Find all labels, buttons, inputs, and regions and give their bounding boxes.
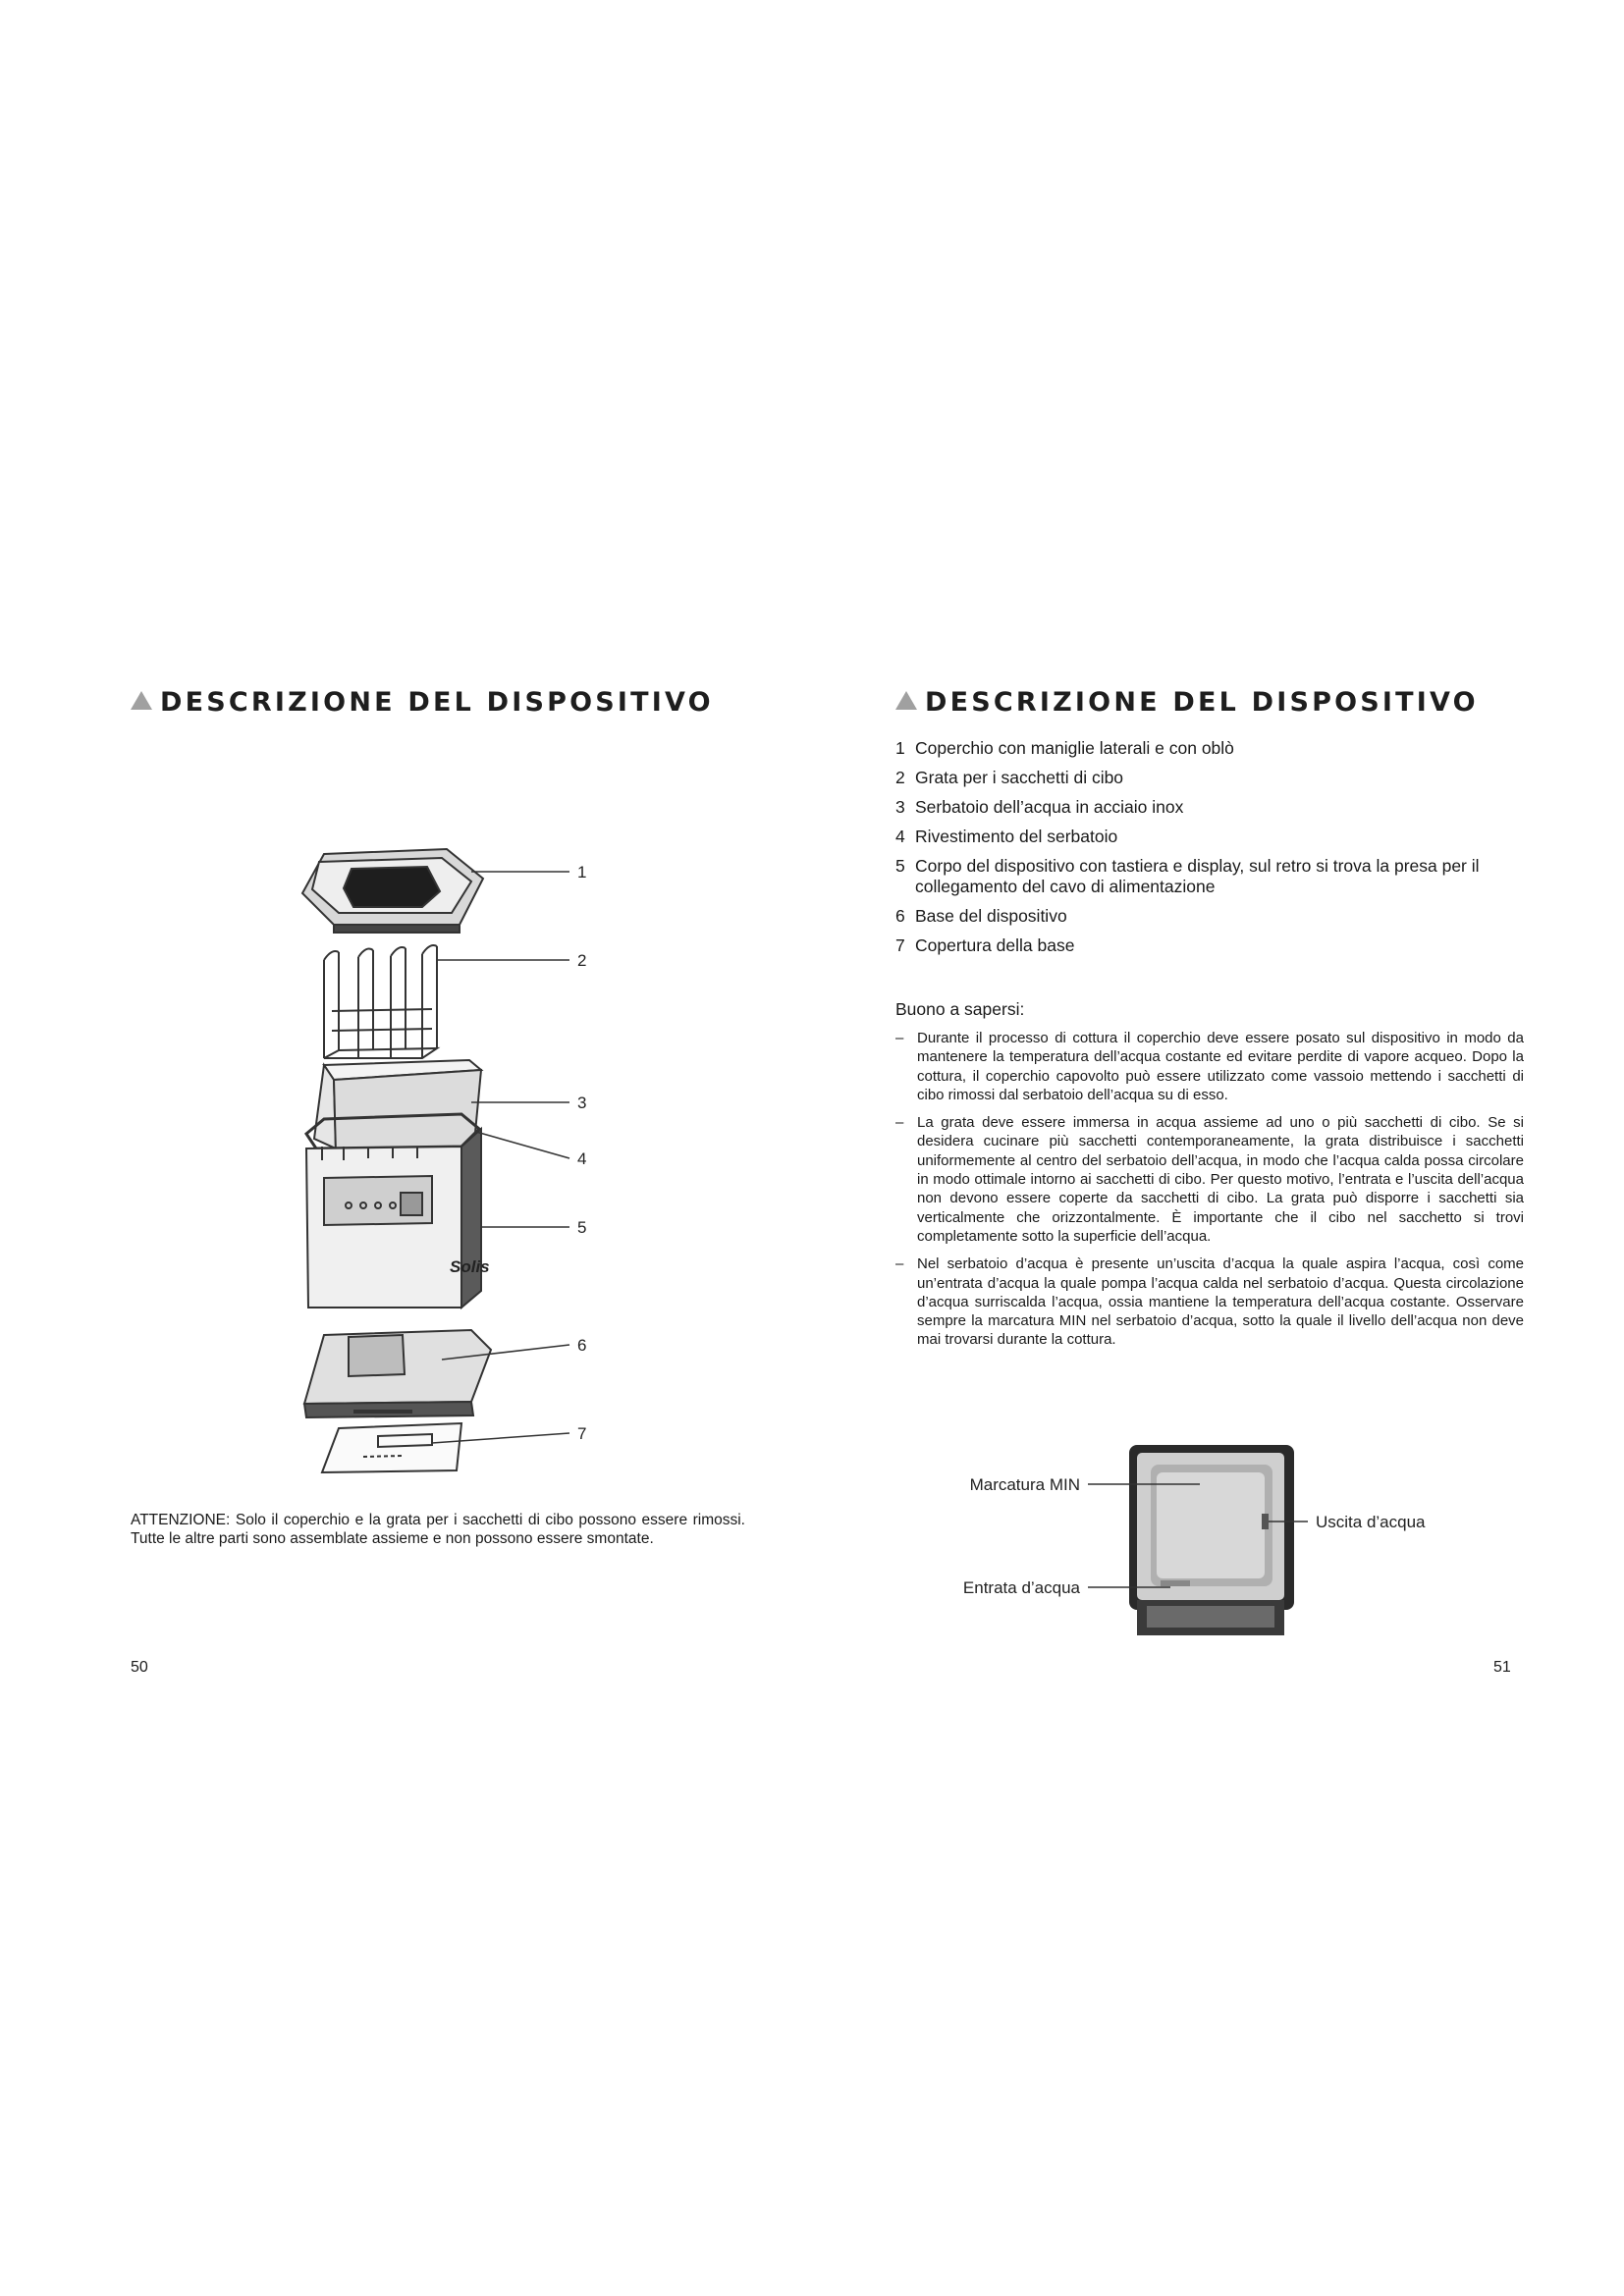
callout-4: 4: [577, 1149, 587, 1168]
warning-paragraph: [131, 1512, 745, 1548]
base-cover-illustration: [322, 1423, 461, 1472]
callout-2: 2: [577, 951, 587, 970]
list-item: – Durante il processo di cottura il coperchio deve essere posato sul dispositivo in modo da mantenere la temperatura dell’acqua costante ed evitare perdite di vapore acqueo. Dopo la cottura, il coperchio capovolto può essere utilizzato come vassoio mettendo i sacchetti di cibo rimossi dal serbatoio dell’acqua su di esso.: [895, 1030, 1524, 1103]
callout-6: 6: [577, 1336, 587, 1355]
callout-3: 3: [577, 1094, 587, 1112]
triangle-icon: [131, 691, 152, 710]
water-tank-diagram: [943, 1433, 1453, 1649]
lid-illustration: [302, 849, 483, 933]
list-item: – La grata deve essere immersa in acqua assieme ad uno o più sacchetti di cibo. Se si desidera cucinare più sacchetti contemporaneamente, la grata distribuisce i sacchetti uniformemente al centro del serbatoio dell’acqua, in modo che l’acqua calda possa circolare in modo ottimale intorno ai sacchetti di cibo. Per questo motivo, l’entrata e l’uscita dell’acqua non devono essere coperte da sacchetti di cibo. La grata può disporre i sacchetti sia verticalmente che orizzontalmente. È importante che il cibo nel sacchetto si trovi completamente sotto la superficie dell’acqua.: [895, 1114, 1524, 1245]
page-number-right: 51: [1493, 1659, 1511, 1676]
list-item: 4 Rivestimento del serbatoio: [895, 827, 1118, 846]
label-water-inlet: Entrata d’acqua: [962, 1578, 1080, 1597]
triangle-icon: [895, 691, 917, 710]
list-item: 3 Serbatoio dell’acqua in acciaio inox: [895, 797, 1184, 817]
callout-5: 5: [577, 1218, 587, 1237]
callout-1: 1: [577, 863, 587, 881]
tips-title: Buono a sapersi:: [895, 999, 1025, 1019]
callout-7: 7: [577, 1424, 587, 1443]
list-item: 5 Corpo del dispositivo con tastiera e display, sul retro si trova la presa per il collegamento del cavo di alimentazione: [895, 856, 1480, 896]
list-item: 1 Coperchio con maniglie laterali e con oblò: [895, 738, 1234, 758]
label-min-marking: Marcatura MIN: [969, 1475, 1080, 1494]
left-page-heading: [131, 687, 714, 718]
list-item: 7 Copertura della base: [895, 935, 1075, 955]
body-illustration: [306, 1129, 481, 1308]
parts-list: [895, 738, 1524, 965]
left-heading-text: DESCRIZIONE DEL DISPOSITIVO: [160, 687, 714, 718]
tank-illustration: [314, 1060, 481, 1153]
right-page-heading: [895, 687, 1479, 718]
device-exploded-diagram: [295, 834, 619, 1482]
rack-illustration: [324, 945, 437, 1058]
tank-photo: [1129, 1445, 1294, 1635]
right-heading-text: DESCRIZIONE DEL DISPOSITIVO: [925, 687, 1479, 718]
label-water-outlet: Uscita d’acqua: [1316, 1513, 1426, 1531]
page-number-left: 50: [131, 1659, 148, 1676]
warning-text: Solo il coperchio e la grata per i sacchetti di cibo possono essere rimossi. Tutte le altre parti sono assemblate assieme e non possono essere smontate.: [131, 1512, 745, 1547]
warning-label: ATTENZIONE:: [131, 1512, 231, 1528]
brand-logo: Solis: [450, 1257, 490, 1276]
list-item: 2 Grata per i sacchetti di cibo: [895, 768, 1124, 787]
list-item: – Nel serbatoio d’acqua è presente un’uscita d’acqua la quale aspira l’acqua, così come un’entrata d’acqua la quale pompa l’acqua calda nel serbatoio d’acqua. Questa circolazione d’acqua surriscalda l’acqua, ossia mantiene la temperatura dell’acqua costante. Osservare sempre la marcatura MIN nel serbatoio d’acqua, sotto la quale il livello dell’acqua non deve mai trovarsi durante la cottura.: [895, 1255, 1524, 1349]
base-illustration: [304, 1330, 491, 1417]
list-item: 6 Base del dispositivo: [895, 906, 1067, 926]
tips-list: [895, 1029, 1524, 1359]
